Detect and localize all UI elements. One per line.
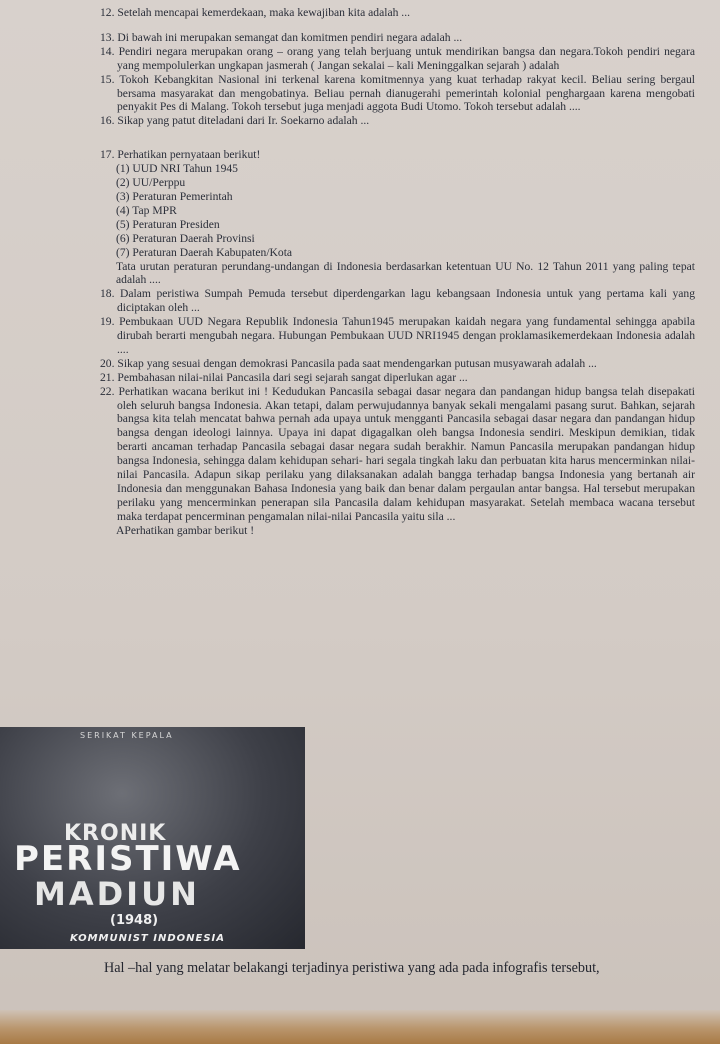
statement-item: (2) UU/Perppu: [116, 176, 186, 190]
statement-item: (3) Peraturan Pemerintah: [116, 189, 233, 203]
picture-prompt: APerhatikan gambar berikut !: [116, 523, 255, 537]
question-17-intro: 17. Perhatikan pernyataan berikut!: [100, 148, 261, 162]
madiun-event-poster: [0, 727, 305, 949]
statement-item: (1) UUD NRI Tahun 1945: [116, 162, 238, 176]
question-19: 19. Pembukaan UUD Negara Republik Indonesia Tahun1945 merupakan kaidah negara yang fundamental sehingga apabila dirubah berarti mengubah negara. Hubungan Pembukaan UUD NRI1945 dengan proklamasikemerdekaan Indonesia adalah ....: [100, 315, 695, 356]
question-14: 14. Pendiri negara merupakan orang – orang yang telah berjuang untuk mendirikan bangsa dan negara.Tokoh pendiri negara yang mempolulerkan ungkapan jasmerah ( Jangan sekalai – kali Meninggalkan sejarah ) adalah: [100, 44, 695, 72]
poster-title-kronik: KRONIK: [64, 821, 167, 846]
question-15: 15. Tokoh Kebangkitan Nasional ini terkenal karena komitmennya yang kuat terhadap rakyat kecil. Beliau sering bergaul bersama masyarakat dan mengobatinya. Beliau pernah dianugerahi pemerintah kolonial penghargaan karena mengobati penyakit Pes di Malang. Tokoh tersebut juga menjadi aggota Budi Utomo. Tokoh tersebut adalah ....: [100, 72, 695, 114]
question-16: 16. Sikap yang patut diteladani dari Ir. Soekarno adalah ...: [100, 114, 370, 128]
question-17-text: Tata urutan peraturan perundang-undangan di Indonesia berdasarkan ketentuan UU No. 12 Tahun 2011 yang paling tepat adalah ....: [116, 259, 695, 287]
question-caption: Hal –hal yang melatar belakangi terjadinya peristiwa yang ada pada infografis tersebut,: [104, 960, 600, 976]
statement-item: (7) Peraturan Daerah Kabupaten/Kota: [116, 245, 293, 259]
statement-item: (6) Peraturan Daerah Provinsi: [116, 231, 255, 245]
question-18: 18. Dalam peristiwa Sumpah Pemuda tersebut diperdengarkan lagu kebangsaan Indonesia untuk yang pertama kali yang diciptakan oleh ...: [100, 287, 695, 315]
poster-top-text: SERIKAT KEPALA: [80, 731, 174, 740]
statement-item: (5) Peraturan Presiden: [116, 217, 220, 231]
question-21: 21. Pembahasan nilai-nilai Pancasila dari segi sejarah sangat diperlukan agar ...: [100, 370, 468, 384]
poster-title-madiun: MADIUN: [34, 875, 200, 913]
poster-title-peristiwa: PERISTIWA: [14, 839, 242, 879]
table-surface: [0, 1010, 720, 1044]
question-22: 22. Perhatikan wacana berikut ini ! Kedudukan Pancasila sebagai dasar negara dan pandangan hidup bangsa telah disepakati oleh seluruh bangsa Indonesia. Akan tetapi, dalam perwujudannya banyak sekali mengalami pasang surut. Bahkan, sejarah bangsa kita telah mencatat bahwa pernah ada upaya untuk mengganti Pancasila sebagai dasar negara dan pandangan hidup bangsa dengan ideologi lainnya. Upaya ini dapat digagalkan oleh bangsa Indonesia sendiri. Meskipun demikian, tidak berarti ancaman terhadap Pancasila sebagai dasar negara sudah berakhir. Namun Pancasila merupakan pandangan hidup bangsa Indonesia, sehingga dalam kehidupan sehari- hari segala tingkah laku dan perbuatan kita harus mencerminkan nilai-nilai Pancasila. Adapun sikap perilaku yang dilaksanakan adalah bangga terhadap bangsa Indonesia yang bertanah air Indonesia dan menggunakan Bahasa Indonesia yang baik dan benar dalam pergaulan antar bangsa. Hal tersebut merupakan perilaku yang mencerminkan penerapan sila Pancasila dalam kehidupan masyarakat. Setelah membaca wacana tersebut maka terdapat pencerminan pengamalan nilai-nilai Pancasila yaitu sila ...: [100, 384, 695, 523]
statement-item: (4) Tap MPR: [116, 203, 177, 217]
poster-party-text: KOMMUNIST INDONESIA: [70, 933, 225, 944]
poster-year: (1948): [110, 913, 159, 928]
question-list: [100, 6, 695, 538]
question-17-statement-list: [116, 162, 695, 259]
question-13: 13. Di bawah ini merupakan semangat dan komitmen pendiri negara adalah ...: [100, 30, 463, 44]
question-12: 12. Setelah mencapai kemerdekaan, maka kewajiban kita adalah ...: [100, 6, 410, 19]
question-20: 20. Sikap yang sesuai dengan demokrasi Pancasila pada saat mendengarkan putusan musyawarah adalah ...: [100, 356, 597, 370]
